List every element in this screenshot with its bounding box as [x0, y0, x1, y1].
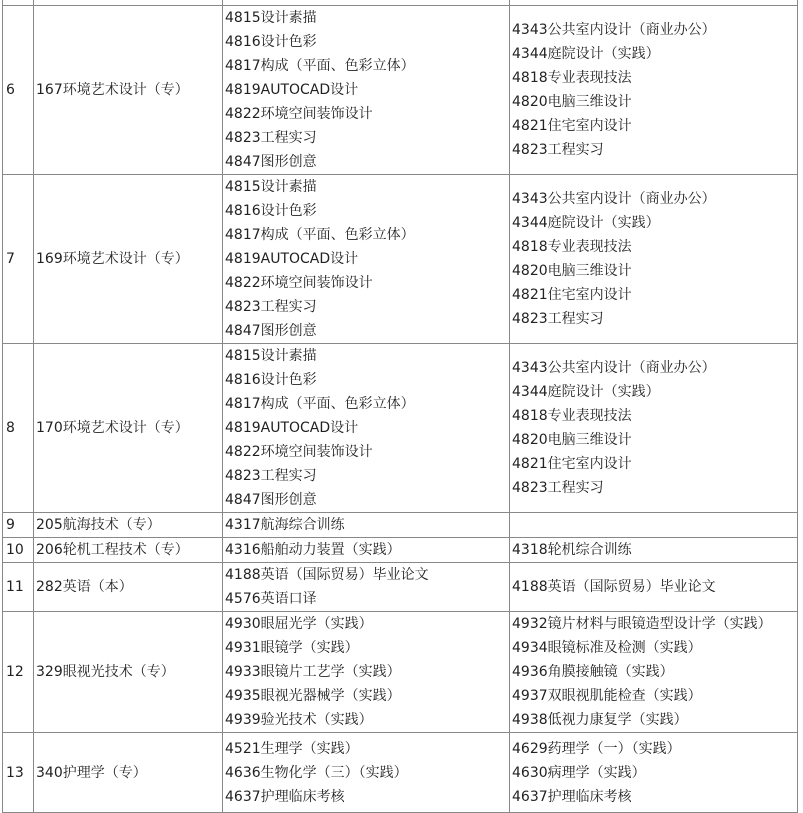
table-row [3, 538, 798, 563]
course-item: 4344庭院设计（实践） [512, 46, 660, 62]
course-item: 4821住宅室内设计 [512, 456, 632, 472]
course-item: 4630病理学（实践） [512, 764, 646, 781]
course-item: 4188英语（国际贸易）毕业论文 [225, 567, 429, 583]
course-item: 4344庭院设计（实践） [512, 384, 660, 400]
table-row [3, 513, 798, 538]
course-item: 4847图形创意 [225, 323, 317, 339]
major-name: 167环境艺术设计（专） [34, 6, 223, 175]
course-item: 4637护理临床考核 [512, 788, 632, 805]
course-item: 4938低视力康复学（实践） [512, 712, 688, 728]
practice-course-list-cell [510, 344, 798, 513]
row-number: 11 [3, 563, 34, 612]
course-list-cell [223, 538, 510, 563]
practice-course-list-cell [510, 538, 798, 563]
course-item: 4847图形创意 [225, 492, 317, 508]
major-name: 205航海技术（专） [34, 513, 223, 538]
major-name: 170环境艺术设计（专） [34, 344, 223, 513]
course-item: 4521生理学（实践） [225, 740, 359, 757]
course-item: 4343公共室内设计（商业办公） [512, 360, 716, 376]
course-list-cell [223, 563, 510, 612]
course-item: 4821住宅室内设计 [512, 118, 632, 134]
practice-course-list-cell [510, 6, 798, 175]
course-item: 4931眼镜学（实践） [225, 640, 359, 656]
major-name: 206轮机工程技术（专） [34, 538, 223, 563]
row-number: 6 [3, 6, 34, 175]
course-item: 4344庭院设计（实践） [512, 215, 660, 231]
course-item: 4819AUTOCAD设计 [225, 251, 359, 267]
practice-course-list-cell [510, 612, 798, 733]
course-table [2, 0, 798, 813]
row-number: 10 [3, 538, 34, 563]
course-item: 4318轮机综合训练 [512, 542, 632, 558]
course-item: 4939验光技术（实践） [225, 712, 373, 728]
course-item: 4817构成（平面、色彩立体） [225, 58, 415, 74]
course-item: 4823工程实习 [225, 299, 317, 315]
course-item: 4317航海综合训练 [225, 517, 345, 533]
row-number: 9 [3, 513, 34, 538]
row-number: 12 [3, 612, 34, 733]
course-list-cell [223, 513, 510, 538]
course-item: 4823工程实习 [225, 468, 317, 484]
course-item: 4343公共室内设计（商业办公） [512, 22, 716, 38]
table-row [3, 733, 798, 813]
practice-course-list-cell [510, 563, 798, 612]
course-item: 4819AUTOCAD设计 [225, 420, 359, 436]
course-item: 4815设计素描 [225, 10, 317, 26]
course-item: 4820电脑三维设计 [512, 94, 632, 110]
course-item: 4822环境空间装饰设计 [225, 275, 373, 291]
course-item: 4576英语口译 [225, 591, 317, 607]
table-row [3, 344, 798, 513]
table-row [3, 612, 798, 733]
major-name: 282英语（本） [34, 563, 223, 612]
course-item: 4818专业表现技法 [512, 239, 632, 255]
table-row [3, 175, 798, 344]
course-item: 4823工程实习 [512, 480, 604, 496]
course-item: 4823工程实习 [225, 130, 317, 146]
course-item: 4819AUTOCAD设计 [225, 82, 359, 98]
course-item: 4822环境空间装饰设计 [225, 444, 373, 460]
course-item: 4936角膜接触镜（实践） [512, 664, 674, 680]
course-item: 4637护理临床考核 [225, 788, 345, 805]
course-item: 4816设计色彩 [225, 203, 317, 219]
course-item: 4818专业表现技法 [512, 70, 632, 86]
course-item: 4823工程实习 [512, 142, 604, 158]
course-item: 4937双眼视肌能检查（实践） [512, 688, 702, 704]
course-item: 4636生物化学（三）（实践） [225, 764, 408, 781]
course-item: 4816设计色彩 [225, 372, 317, 388]
course-item: 4343公共室内设计（商业办公） [512, 191, 716, 207]
practice-course-list-cell [510, 733, 798, 813]
course-list-cell [223, 733, 510, 813]
course-list-cell [223, 6, 510, 175]
course-item: 4629药理学（一）（实践） [512, 740, 681, 757]
course-item: 4933眼镜片工艺学（实践） [225, 664, 401, 680]
table-row [3, 563, 798, 612]
major-name: 329眼视光技术（专） [34, 612, 223, 733]
practice-course-list-cell [510, 175, 798, 344]
course-item: 4932镜片材料与眼镜造型设计学（实践） [512, 616, 772, 632]
course-list-cell [223, 344, 510, 513]
course-item: 4823工程实习 [512, 311, 604, 327]
course-item: 4930眼屈光学（实践） [225, 616, 373, 632]
major-name: 340护理学（专） [34, 733, 223, 813]
course-item: 4847图形创意 [225, 154, 317, 170]
course-list-cell [223, 175, 510, 344]
course-item: 4816设计色彩 [225, 34, 317, 50]
practice-course-list-cell [510, 513, 798, 538]
course-item: 4935眼视光器械学（实践） [225, 688, 401, 704]
course-item: 4822环境空间装饰设计 [225, 106, 373, 122]
course-list-cell [223, 612, 510, 733]
major-name: 169环境艺术设计（专） [34, 175, 223, 344]
row-number: 8 [3, 344, 34, 513]
course-item: 4316船舶动力装置（实践） [225, 542, 401, 558]
table-row [3, 6, 798, 175]
course-item: 4934眼镜标准及检测（实践） [512, 640, 702, 656]
course-item: 4818专业表现技法 [512, 408, 632, 424]
course-item: 4820电脑三维设计 [512, 432, 632, 448]
course-item: 4815设计素描 [225, 179, 317, 195]
row-number: 7 [3, 175, 34, 344]
course-item: 4815设计素描 [225, 348, 317, 364]
row-number: 13 [3, 733, 34, 813]
course-item: 4188英语（国际贸易）毕业论文 [512, 579, 716, 595]
course-item: 4821住宅室内设计 [512, 287, 632, 303]
course-item: 4817构成（平面、色彩立体） [225, 396, 415, 412]
course-item: 4820电脑三维设计 [512, 263, 632, 279]
course-item: 4817构成（平面、色彩立体） [225, 227, 415, 243]
